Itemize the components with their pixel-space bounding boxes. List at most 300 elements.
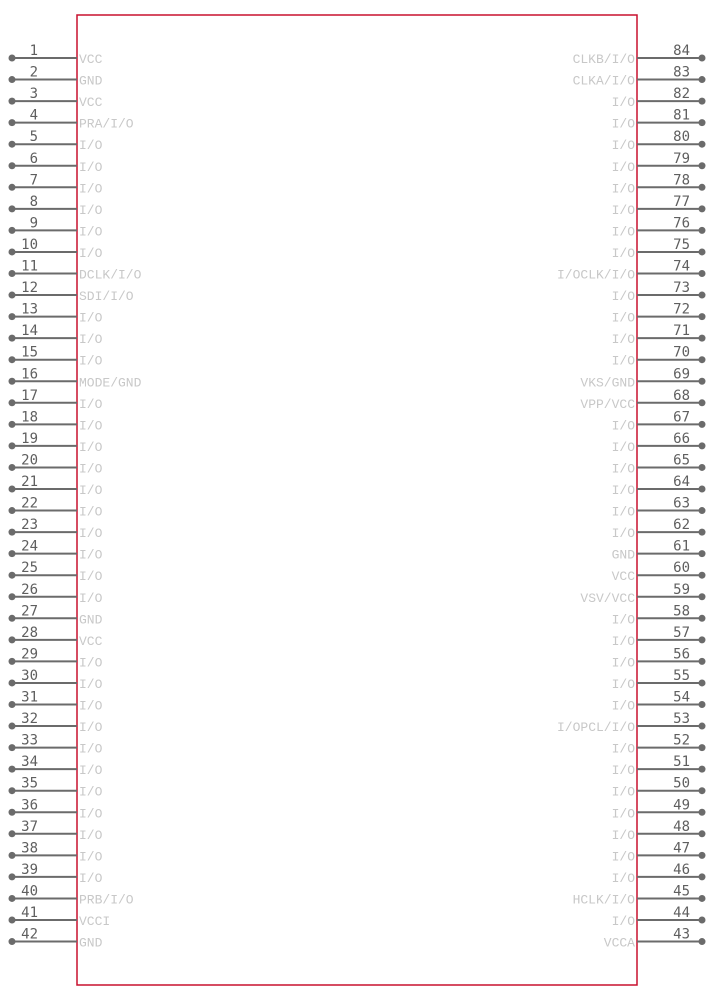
pin-number: 50 — [673, 775, 690, 792]
pin-label: I/O — [79, 461, 103, 477]
pin-number: 70 — [673, 344, 690, 361]
pin-39 — [9, 862, 103, 886]
pin-label: I/O — [79, 547, 103, 563]
pin-68 — [580, 388, 705, 412]
pin-label: I/O — [611, 289, 635, 305]
pin-endpoint — [699, 550, 706, 557]
pin-endpoint — [699, 636, 706, 643]
pin-37 — [9, 819, 103, 843]
pin-number: 81 — [673, 107, 690, 124]
pin-label: I/O — [611, 159, 635, 175]
pin-endpoint — [699, 270, 706, 277]
pin-number: 52 — [673, 732, 690, 749]
pin-endpoint — [9, 55, 16, 62]
pin-61 — [612, 539, 706, 563]
pin-number: 76 — [673, 215, 690, 232]
pin-40 — [9, 883, 134, 907]
pin-endpoint — [699, 572, 706, 579]
pin-number: 31 — [21, 689, 38, 706]
pin-48 — [612, 819, 706, 843]
pin-number: 29 — [21, 646, 38, 663]
pin-endpoint — [9, 464, 16, 471]
pin-endpoint — [699, 809, 706, 816]
pin-endpoint — [9, 184, 16, 191]
pin-label: I/O — [611, 784, 635, 800]
pin-number: 58 — [673, 603, 690, 620]
pin-endpoint — [699, 98, 706, 105]
pin-23 — [9, 517, 103, 541]
pin-number: 21 — [21, 474, 38, 490]
pin-endpoint — [699, 615, 706, 622]
pin-endpoint — [9, 270, 16, 277]
pin-8 — [9, 194, 103, 218]
pin-number: 63 — [673, 495, 690, 512]
pin-number: 26 — [21, 581, 38, 598]
pin-endpoint — [699, 356, 706, 363]
pin-endpoint — [9, 701, 16, 708]
pin-number: 9 — [29, 215, 38, 232]
pin-label: GND — [611, 547, 635, 563]
pin-endpoint — [699, 55, 706, 62]
pin-54 — [612, 690, 706, 714]
pin-18 — [9, 409, 103, 433]
pin-label: I/O — [611, 116, 635, 132]
pin-endpoint — [699, 744, 706, 751]
pin-endpoint — [9, 615, 16, 622]
pin-label: I/O — [611, 504, 635, 520]
pin-endpoint — [699, 248, 706, 255]
pin-label: I/O — [79, 720, 103, 736]
pin-number: 41 — [21, 905, 38, 921]
pin-number: 80 — [673, 129, 690, 146]
pin-16 — [9, 366, 142, 390]
ic-body — [77, 15, 637, 985]
pin-number: 32 — [21, 711, 38, 728]
pin-label: SDI/I/O — [79, 289, 134, 305]
pin-label: I/O — [79, 396, 103, 412]
pin-63 — [612, 496, 706, 520]
pin-number: 69 — [673, 366, 690, 383]
pin-label: I/O — [611, 526, 635, 542]
pin-number: 61 — [673, 538, 690, 555]
pin-number: 11 — [21, 258, 38, 275]
pin-endpoint — [699, 917, 706, 924]
pin-endpoint — [9, 658, 16, 665]
pin-endpoint — [699, 507, 706, 514]
pin-endpoint — [9, 593, 16, 600]
pin-21 — [9, 474, 103, 498]
pin-number: 2 — [29, 64, 38, 81]
left-pin-group — [9, 43, 142, 951]
pin-26 — [9, 582, 103, 606]
pin-label: I/O — [611, 676, 635, 692]
pin-81 — [612, 108, 706, 132]
pin-number: 56 — [673, 646, 690, 663]
pin-number: 45 — [673, 883, 690, 900]
pin-endpoint — [699, 593, 706, 600]
pin-label: I/O — [611, 870, 635, 886]
pin-66 — [612, 431, 706, 455]
pin-label: I/O — [611, 461, 635, 477]
pin-20 — [9, 452, 103, 476]
pin-label: I/O — [611, 202, 635, 218]
pin-65 — [612, 452, 706, 476]
pin-number: 25 — [21, 560, 38, 577]
pin-43 — [604, 927, 706, 951]
pin-57 — [612, 625, 706, 649]
pin-label: PRA/I/O — [79, 116, 134, 132]
pin-77 — [612, 194, 706, 218]
pin-label: I/O — [79, 245, 103, 261]
pin-label: I/O — [611, 741, 635, 757]
pin-58 — [612, 603, 706, 627]
pin-41 — [9, 905, 111, 929]
pin-number: 46 — [673, 861, 690, 878]
pin-label: VCC — [79, 633, 103, 649]
pin-label: I/O — [79, 483, 103, 498]
pin-label: I/O — [611, 224, 635, 240]
pin-53 — [557, 711, 706, 735]
pin-9 — [9, 215, 103, 239]
pin-endpoint — [699, 227, 706, 234]
pin-number: 72 — [673, 301, 690, 318]
pin-label: I/OPCL/I/O — [556, 720, 635, 736]
pin-endpoint — [9, 98, 16, 105]
pin-75 — [612, 237, 706, 261]
pin-endpoint — [699, 399, 706, 406]
pin-label: VPP/VCC — [580, 396, 635, 412]
pin-endpoint — [9, 766, 16, 773]
pin-number: 62 — [673, 517, 690, 534]
pin-label: VKS/GND — [580, 375, 635, 391]
pin-label: I/O — [79, 504, 103, 520]
pin-51 — [612, 754, 706, 778]
pin-28 — [9, 625, 103, 649]
pin-label: I/O — [79, 827, 103, 843]
pin-number: 23 — [21, 517, 38, 534]
pin-endpoint — [9, 679, 16, 686]
pin-label: PRB/I/O — [79, 892, 134, 908]
pin-29 — [9, 646, 103, 670]
pin-label: GND — [79, 612, 103, 628]
pin-label: I/O — [611, 310, 635, 326]
pin-endpoint — [699, 486, 706, 493]
pin-endpoint — [9, 830, 16, 837]
pin-endpoint — [699, 378, 706, 385]
pin-label: VSV/VCC — [580, 590, 635, 606]
pin-endpoint — [9, 873, 16, 880]
pin-31 — [9, 690, 103, 714]
pin-label: I/O — [79, 310, 103, 326]
pin-label: I/O — [79, 202, 103, 218]
pin-endpoint — [9, 529, 16, 536]
pin-endpoint — [9, 744, 16, 751]
pin-number: 40 — [21, 883, 38, 900]
pin-13 — [9, 302, 103, 326]
pin-number: 3 — [29, 86, 38, 103]
pin-72 — [612, 302, 706, 326]
pin-25 — [9, 560, 103, 584]
pin-endpoint — [9, 141, 16, 148]
pin-endpoint — [9, 809, 16, 816]
pin-2 — [9, 65, 103, 89]
pin-82 — [612, 86, 706, 110]
pin-number: 47 — [673, 840, 690, 857]
pin-56 — [612, 646, 706, 670]
pin-label: I/O — [611, 138, 635, 154]
pin-endpoint — [9, 356, 16, 363]
pin-number: 19 — [21, 430, 38, 447]
pin-38 — [9, 840, 103, 864]
pin-70 — [612, 345, 706, 369]
pin-label: I/O — [79, 806, 103, 822]
pin-endpoint — [9, 636, 16, 643]
pin-endpoint — [9, 572, 16, 579]
pin-label: I/O — [79, 698, 103, 714]
pin-label: I/O — [611, 353, 635, 369]
pin-3 — [9, 86, 103, 110]
pin-endpoint — [9, 313, 16, 320]
pin-number: 55 — [673, 667, 690, 684]
pin-67 — [612, 409, 706, 433]
pin-endpoint — [9, 335, 16, 342]
pin-number: 12 — [21, 280, 38, 297]
pin-endpoint — [699, 938, 706, 945]
pin-number: 64 — [673, 474, 690, 490]
pin-number: 22 — [21, 495, 38, 512]
pin-number: 20 — [21, 452, 38, 469]
pin-label: MODE/GND — [79, 375, 142, 391]
pin-label: I/O — [79, 418, 103, 434]
pin-endpoint — [9, 248, 16, 255]
pin-number: 14 — [21, 323, 38, 340]
pin-number: 60 — [673, 560, 690, 577]
pin-label: VCC — [79, 95, 103, 111]
pin-number: 33 — [21, 732, 38, 749]
pin-33 — [9, 733, 103, 757]
pin-endpoint — [9, 917, 16, 924]
pin-22 — [9, 496, 103, 520]
pin-number: 67 — [673, 409, 690, 426]
pin-endpoint — [9, 76, 16, 83]
pin-endpoint — [9, 205, 16, 212]
pin-endpoint — [699, 119, 706, 126]
pin-label: GND — [79, 73, 103, 89]
pin-endpoint — [699, 529, 706, 536]
pin-label: CLKA/I/O — [572, 73, 635, 89]
pin-number: 57 — [673, 624, 690, 641]
pin-label: I/O — [79, 870, 103, 886]
pin-71 — [612, 323, 706, 347]
pin-number: 74 — [673, 258, 690, 275]
pin-1 — [9, 43, 103, 67]
pin-69 — [580, 366, 705, 390]
pin-24 — [9, 539, 103, 563]
pin-endpoint — [9, 723, 16, 730]
pin-endpoint — [699, 184, 706, 191]
pin-79 — [612, 151, 706, 175]
pin-endpoint — [9, 292, 16, 299]
pin-number: 82 — [673, 86, 690, 103]
pin-36 — [9, 797, 103, 821]
pin-endpoint — [699, 766, 706, 773]
pin-label: VCCA — [603, 935, 635, 951]
pin-74 — [557, 259, 706, 283]
pin-label: CLKB/I/O — [572, 52, 635, 67]
pin-label: I/O — [79, 741, 103, 757]
pin-number: 53 — [673, 711, 690, 728]
pin-number: 30 — [21, 667, 38, 684]
pin-label: I/O — [79, 655, 103, 671]
pin-number: 66 — [673, 430, 690, 447]
pin-14 — [9, 323, 103, 347]
pin-label: I/O — [611, 763, 635, 779]
pin-label: VCCI — [79, 914, 111, 929]
pin-endpoint — [699, 787, 706, 794]
pin-label: GND — [79, 935, 103, 951]
pin-45 — [573, 883, 706, 907]
pin-endpoint — [699, 335, 706, 342]
pin-19 — [9, 431, 103, 455]
pin-30 — [9, 668, 103, 692]
pin-52 — [612, 733, 706, 757]
pin-number: 27 — [21, 603, 38, 620]
pin-endpoint — [9, 507, 16, 514]
pin-number: 83 — [673, 64, 690, 81]
pin-endpoint — [9, 895, 16, 902]
pin-label: I/OCLK/I/O — [556, 267, 635, 283]
pin-label: I/O — [79, 159, 103, 175]
pin-number: 17 — [21, 387, 38, 404]
pin-endpoint — [699, 464, 706, 471]
pin-number: 75 — [673, 236, 690, 253]
pin-number: 6 — [29, 150, 38, 167]
pin-endpoint — [699, 141, 706, 148]
pin-27 — [9, 603, 103, 627]
pin-number: 43 — [673, 926, 690, 943]
pin-endpoint — [9, 852, 16, 859]
pin-endpoint — [699, 701, 706, 708]
pin-number: 79 — [673, 150, 690, 167]
pin-6 — [9, 151, 103, 175]
pin-endpoint — [9, 938, 16, 945]
pin-50 — [612, 776, 706, 800]
pin-59 — [580, 582, 705, 606]
pin-endpoint — [9, 399, 16, 406]
pin-endpoint — [699, 679, 706, 686]
pin-label: HCLK/I/O — [572, 892, 635, 908]
pin-number: 37 — [21, 818, 38, 835]
pin-endpoint — [9, 787, 16, 794]
pin-5 — [9, 129, 103, 153]
pin-7 — [9, 172, 103, 196]
pin-number: 16 — [21, 366, 38, 383]
pin-endpoint — [699, 442, 706, 449]
pin-label: I/O — [79, 224, 103, 240]
pin-15 — [9, 345, 103, 369]
pin-32 — [9, 711, 103, 735]
pin-endpoint — [699, 873, 706, 880]
pin-label: I/O — [611, 181, 635, 197]
pin-35 — [9, 776, 103, 800]
pin-number: 5 — [29, 129, 38, 146]
pin-label: I/O — [79, 439, 103, 455]
pin-label: I/O — [611, 655, 635, 671]
pin-number: 54 — [673, 689, 690, 706]
pin-4 — [9, 108, 134, 132]
pin-number: 15 — [21, 344, 38, 361]
pin-number: 13 — [21, 301, 38, 318]
pin-number: 48 — [673, 818, 690, 835]
pin-endpoint — [699, 313, 706, 320]
pin-label: I/O — [611, 439, 635, 455]
pin-endpoint — [699, 421, 706, 428]
pin-number: 4 — [29, 107, 38, 124]
pin-label: I/O — [611, 245, 635, 261]
pin-label: I/O — [79, 849, 103, 865]
pin-number: 1 — [29, 43, 38, 59]
pin-endpoint — [9, 378, 16, 385]
pin-endpoint — [699, 723, 706, 730]
pin-endpoint — [699, 205, 706, 212]
pin-endpoint — [699, 162, 706, 169]
pin-endpoint — [699, 658, 706, 665]
pin-number: 44 — [673, 905, 690, 921]
pin-55 — [612, 668, 706, 692]
pin-label: I/O — [79, 784, 103, 800]
pin-80 — [612, 129, 706, 153]
pin-number: 65 — [673, 452, 690, 469]
pin-label: I/O — [79, 181, 103, 197]
pin-label: I/O — [611, 483, 635, 498]
pin-label: DCLK/I/O — [79, 267, 142, 283]
pin-endpoint — [699, 292, 706, 299]
pin-label: I/O — [79, 138, 103, 154]
pin-label: I/O — [611, 95, 635, 111]
pin-number: 10 — [21, 236, 38, 253]
pin-endpoint — [9, 486, 16, 493]
pin-endpoint — [9, 421, 16, 428]
pin-12 — [9, 280, 134, 304]
pin-label: I/O — [79, 332, 103, 348]
pin-endpoint — [9, 162, 16, 169]
pin-label: I/O — [79, 526, 103, 542]
pin-44 — [612, 905, 706, 929]
pin-label: I/O — [611, 633, 635, 649]
pin-47 — [612, 840, 706, 864]
pin-73 — [612, 280, 706, 304]
pin-64 — [612, 474, 706, 498]
pin-endpoint — [9, 227, 16, 234]
pin-label: I/O — [79, 569, 103, 585]
pin-49 — [612, 797, 706, 821]
pin-number: 34 — [21, 754, 38, 771]
pin-number: 24 — [21, 538, 38, 555]
pin-83 — [573, 65, 706, 89]
pin-endpoint — [699, 895, 706, 902]
pin-label: I/O — [79, 353, 103, 369]
pin-number: 35 — [21, 775, 38, 792]
pin-10 — [9, 237, 103, 261]
pin-label: I/O — [611, 698, 635, 714]
pin-label: I/O — [611, 806, 635, 822]
pin-11 — [9, 259, 142, 283]
pin-label: VCC — [79, 52, 103, 67]
pin-label: I/O — [611, 914, 635, 929]
pin-34 — [9, 754, 103, 778]
pin-number: 7 — [29, 172, 38, 189]
pin-number: 73 — [673, 280, 690, 297]
